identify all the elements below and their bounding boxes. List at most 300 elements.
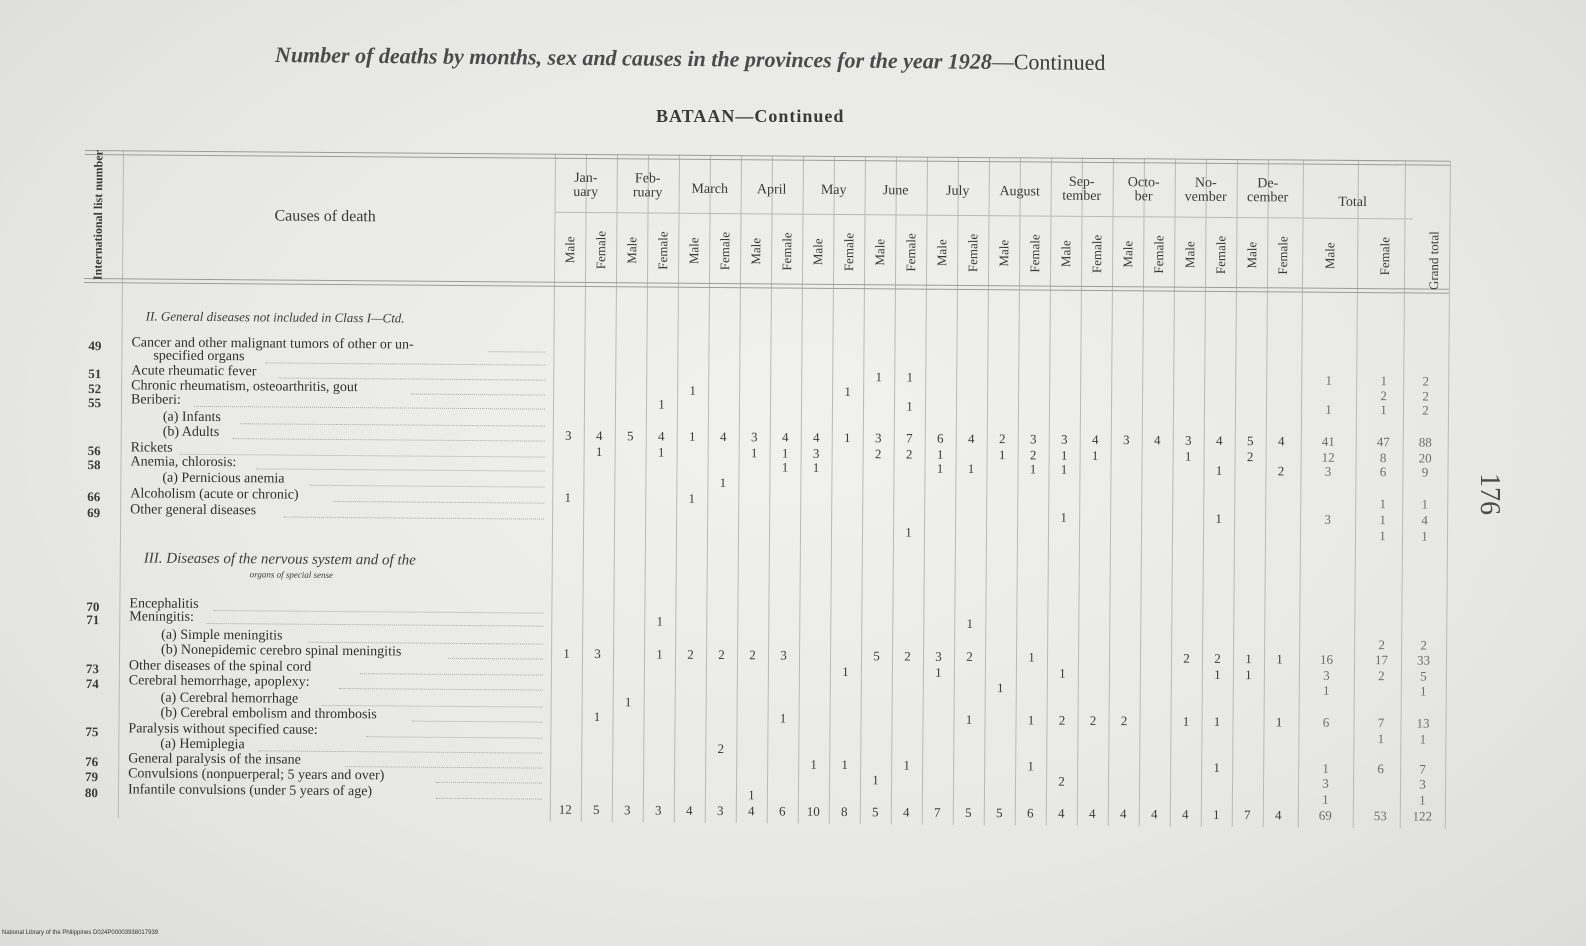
table-cell-value: 3 [564,427,572,443]
table-cell-value: 2 [1422,388,1429,404]
table-cell-value: 9 [1421,464,1429,480]
sex-header: Male [809,238,825,266]
cause-label: (a) Simple meningitis [161,627,283,644]
month-divider-rule [555,212,1413,220]
sex-header: Male [871,238,887,266]
table-cell-value: 1 [810,756,818,772]
table-cell-value: 5 [1420,668,1427,684]
table-cell-value: 13 [1416,715,1430,731]
header-intl-list-number: International list number [90,150,106,281]
table-cell-value: 1 [564,489,572,505]
table-cell-value: 2 [1378,668,1385,684]
dotted-leader [411,394,545,396]
table-cell-value: 1 [1419,792,1426,808]
intl-list-number: 75 [85,724,99,740]
table-cell-value: 53 [1373,808,1387,824]
table-cell-value: 3 [717,802,724,819]
cause-label: Acute rheumatic fever [131,363,257,380]
table-cell-value: 1 [1060,461,1068,477]
dotted-leader [309,485,544,488]
table-cell-value: 8 [841,803,848,820]
table-cell-value: 1 [657,444,665,460]
sex-header: Male [747,237,763,265]
cause-label: Rickets [130,440,173,456]
table-cell-value: 10 [806,803,820,819]
sex-header: Male [995,239,1011,267]
sex-header: Male [1181,241,1197,269]
table-cell-value: 1 [841,756,849,773]
table-cell-value: 5 [626,428,634,444]
intl-list-number: 51 [88,366,102,382]
table-cell-value: 12 [1321,449,1335,465]
table-cell-value: 1 [842,663,849,680]
dotted-leader [436,782,542,784]
table-cell-value: 1 [966,615,974,631]
table-cell-value: 1 [1027,712,1035,728]
sex-header: Male [1321,242,1337,270]
table-cell-value: 2 [966,648,973,664]
table-cell-value: 6 [1027,805,1034,821]
grid-vertical-line [1139,158,1145,826]
table-cell-value: 3 [1419,776,1426,792]
dotted-leader [436,798,542,800]
table-cell-value: 1 [779,710,787,726]
table-cell-value: 2 [904,648,911,664]
dotted-leader [448,658,543,660]
month-header: Sep- tember [1062,174,1102,204]
cause-label: Infantile convulsions (under 5 years of age) [127,782,373,800]
table-cell-value: 1 [1213,713,1221,729]
table-cell-value: 1 [905,524,912,540]
table-cell-value: 4 [1153,432,1161,448]
cause-label: (a) Pernicious anemia [162,470,285,487]
table-cell-value: 1 [1380,402,1387,418]
table-cell-value: 4 [1421,512,1428,528]
table-cell-value: 2 [1120,713,1128,729]
sex-header: Male [623,236,639,264]
intl-list-number: 71 [86,612,100,628]
table-cell-value: 5 [873,648,880,664]
cause-label: General paralysis of the insane [128,751,301,768]
table-cell-value: 2 [1378,637,1385,653]
table-cell-value: 12 [558,801,572,817]
grid-vertical-line [829,156,835,824]
table-cell-value: 88 [1418,434,1432,450]
cause-label: Paralysis without specified cause: [128,721,318,738]
table-cell-value: 1 [1325,401,1332,417]
table-cell-value: 1 [1213,806,1220,822]
table-cell-value: 6 [936,430,944,446]
intl-list-number: 79 [85,769,99,785]
cause-label: Encephalitis [129,596,199,612]
table-cell-value: 4 [748,803,755,819]
table-cell-value: 1 [1028,649,1035,665]
table-cell-value: 1 [624,694,632,710]
table-cell-value: 3 [1029,431,1037,447]
table-cell-value: 1 [781,459,789,475]
table-cell-value: 41 [1321,433,1335,449]
dotted-leader [413,721,543,723]
table-cell-value: 1 [843,429,851,446]
table-cell-value: 1 [812,459,820,475]
table-cell-value: 1 [936,446,944,462]
cause-label: Meningitis: [129,609,194,625]
table-cell-value: 1 [1060,447,1068,463]
intl-list-number: 49 [88,338,102,354]
table-cell-value: 4 [1058,805,1065,821]
table-cell-value: 16 [1319,651,1334,667]
table-cell-value: 1 [1245,651,1252,667]
table-cell-value: 1 [750,445,758,461]
month-header: Jan- uary [573,170,599,201]
cause-label: Other diseases of the spinal cord [128,658,312,675]
table-cell-value: 7 [1419,761,1426,777]
table-cell-value: 1 [1421,528,1428,544]
table-cell-value: 1 [906,398,913,414]
table-cell-value: 4 [1151,806,1158,822]
sex-header: Female [716,231,732,271]
table-cell-value: 1 [1419,731,1427,747]
dotted-leader [265,362,545,365]
table-cell-value: 4 [781,429,789,445]
table-cell-value: 1 [595,444,603,460]
table-cell-value: 1 [656,613,664,629]
header-total: Total [1338,194,1367,211]
sex-header: Female [592,230,608,270]
table-cell-value: 4 [1215,432,1223,448]
sex-header: Male [933,239,949,267]
sex-header: Male [1119,240,1135,268]
intl-list-number: 52 [88,381,102,397]
table-cell-value: 3 [874,430,882,446]
table-cell-value: 1 [1091,447,1099,463]
table-cell-value: 4 [719,428,727,445]
cause-label: specified organs [153,348,245,365]
table-cell-value: 1 [563,645,570,661]
sex-header: Female [778,232,794,271]
table-cell-value: 4 [903,804,910,820]
table-cell-value: 2 [687,646,694,662]
dotted-leader [256,468,544,471]
cause-label: Chronic rheumatism, osteoarthritis, gout [131,378,358,396]
scan-footer-credit: National Library of the Philippines D024P00003938017939 [2,930,159,936]
table-cell-value: 1 [844,383,851,400]
table-cell-value: 1 [1245,667,1252,683]
grid-vertical-line [1232,159,1238,827]
table-cell-value: 1 [1379,512,1386,528]
table-cell-value: 3 [1060,431,1068,447]
table-cell-value: 4 [967,430,975,446]
table-cell-value: 6 [1377,761,1384,777]
table-cell-value: 1 [1059,665,1066,681]
table-cell-value: 1 [1182,713,1190,729]
grid-vertical-line [1445,161,1451,829]
table-cell-value: 1 [996,680,1004,696]
table-cell-value: 4 [1275,807,1282,823]
table-cell-value: 2 [1214,650,1221,666]
table-cell-value: 6 [1379,464,1387,480]
grid-vertical-line [891,156,897,824]
table-cell-value: 1 [656,646,663,662]
grid-vertical-line [612,154,618,822]
month-header: April [756,182,787,198]
table-cell-value: 2 [874,446,882,462]
table-cell-value: 4 [1120,806,1127,822]
month-header: No- vember [1184,175,1227,205]
sex-header: Female [1150,235,1166,274]
table-cell-value: 2 [1058,712,1066,728]
cause-label: (a) Cerebral hemorrhage [160,690,299,707]
table-cell-value: 4 [595,428,603,444]
intl-list-number: 69 [87,505,101,521]
table-cell-value: 1 [1215,462,1223,478]
table-cell-value: 1 [1275,714,1283,730]
table-cell-value: 3 [594,646,601,662]
dotted-leader [240,423,545,426]
cause-label: Alcoholism (acute or chronic) [130,486,299,503]
table-cell-value: 1 [1322,791,1329,807]
table-cell-value: 1 [688,428,696,444]
table-cell-value: 2 [717,740,725,757]
table-cell-value: 1 [875,369,883,385]
cause-label: (b) Adults [162,424,220,441]
table-cell-value: 2 [1183,650,1190,666]
table-cell-value: 17 [1374,652,1389,668]
dotted-leader [366,736,542,738]
table-cell-value: 5 [872,804,879,820]
cause-label: (b) Nonepidemic cerebro spinal meningitis [161,642,402,660]
header-top-rule [85,150,1450,166]
cause-label: Other general diseases [130,502,257,519]
table-cell-value: 3 [750,429,758,445]
table-cell-value: 3 [1323,667,1330,683]
grid-vertical-line [922,157,928,825]
table-cell-value: 1 [935,664,942,680]
table-cell-value: 7 [1244,807,1251,823]
table-cell-value: 2 [749,647,756,663]
table-cell-value: 6 [779,803,786,819]
table-cell-value: 1 [1421,496,1429,512]
dotted-leader [339,688,543,691]
intl-list-number: 74 [85,676,99,692]
table-cell-value: 4 [657,428,665,444]
table-cell-value: 1 [967,460,975,476]
sex-header: Female [1376,237,1392,276]
sex-header: Female [1026,234,1042,273]
intl-list-number: 73 [85,661,99,677]
sex-header: Male [1243,241,1259,269]
sex-header: Male [1057,240,1073,268]
table-cell-value: 1 [1377,731,1385,747]
month-header: May [820,182,847,198]
month-header: June [882,183,909,199]
header-bottom-rule [84,278,1449,294]
table-cell-value: 1 [1325,372,1333,388]
table-cell-value: 3 [780,647,787,663]
table-cell-value: 1 [593,709,601,725]
sex-header: Female [902,233,918,272]
table-cell-value: 4 [1182,806,1189,822]
cause-label: Cerebral hemorrhage, apoplexy: [128,673,310,690]
grid-vertical-line [118,150,124,818]
grid-vertical-line [1400,160,1406,828]
grid-vertical-line [984,157,990,825]
grid-vertical-line [674,155,680,823]
intl-list-number: 66 [87,489,101,505]
table-cell-value: 3 [1184,432,1192,448]
table-cell-value: 1 [936,460,944,476]
page-number: 176 [1474,473,1505,515]
table-cell-value: 5 [1246,433,1254,449]
table-cell-value: 4 [812,429,820,445]
page-title [275,42,1275,78]
table-cell-value: 7 [934,804,941,820]
table-cell-value: 2 [1422,373,1430,389]
grid-vertical-line [550,154,556,822]
grid-vertical-line [1353,160,1359,828]
table-cell-value: 1 [658,396,665,412]
dotted-leader [488,351,545,352]
table-cell-value: 4 [1091,431,1099,447]
intl-list-number: 56 [87,443,101,459]
table-cell-value: 1 [1379,496,1387,512]
table-cell-value: 7 [905,430,913,446]
dotted-leader [333,501,544,504]
table-cell-value: 1 [1379,528,1386,544]
sex-header: Female [1212,235,1228,275]
table-cell-value: 3 [624,802,631,818]
table-cell-value: 5 [996,805,1003,821]
table-cell-value: 5 [965,804,972,820]
table-cell-value: 2 [1420,637,1427,653]
table-cell-value: 3 [1122,432,1130,448]
table-cell-value: 1 [1322,682,1330,698]
table-cell-value: 6 [1322,714,1330,730]
table-cell-value: 1 [1060,509,1067,525]
table-cell-value: 1 [781,445,789,461]
province-subtitle: BATAAN—Continued [656,106,845,126]
table-cell-value: 1 [1214,666,1221,682]
dotted-leader [233,438,545,441]
intl-list-number: 70 [86,599,100,615]
page-title-suffix: —Continued [991,48,1106,75]
cause-label: (a) Hemiplegia [160,736,245,753]
table-cell-value: 2 [1422,402,1429,418]
table-cell-value: 5 [593,802,600,818]
dotted-leader [213,610,543,614]
table-cell-value: 33 [1416,652,1431,668]
table-cell-value: 2 [1380,388,1387,404]
table-cell-value: 2 [1029,447,1037,463]
page-title-text: Number of deaths by months, sex and causes in the provinces for the year 1928 [274,42,992,74]
table-grid [85,150,1455,161]
table-cell-value: 1 [906,369,914,385]
table-cell-value: 4 [686,802,693,818]
cause-label: Convulsions (nonpuerperal; 5 years and over) [128,766,385,784]
table-cell-value: 1 [1027,758,1035,774]
table-cell-value: 3 [935,648,942,664]
dotted-leader [194,406,545,410]
cause-label: Anemia, chlorosis: [130,454,237,471]
table-cell-value: 2 [905,446,913,462]
grid-vertical-line [798,156,804,824]
month-header: Feb- ruary [632,171,663,201]
header-grand-total: Grand total [1425,231,1442,291]
mortality-table [80,150,1455,851]
cause-label: Cancer and other malignant tumors of other or un- [131,335,414,353]
table-cell-value: 1 [1322,760,1329,776]
section-heading-nervous-system: III. Diseases of the nervous system and of the [143,550,416,569]
table-cell-value: 7 [1377,715,1385,731]
table-cell-value: 1 [689,382,696,398]
table-cell-value: 1 [965,711,973,727]
intl-list-number: 76 [85,754,99,770]
table-cell-value: 4 [1089,805,1096,821]
sex-header: Female [840,232,856,272]
grid-vertical-line [643,154,649,822]
table-cell-value: 1 [1215,510,1222,526]
section-subheading-special-sense: organs of special sense [249,569,334,580]
table-cell-value: 3 [655,802,662,818]
table-cell-value: 1 [903,757,911,773]
table-cell-value: 1 [1380,373,1388,389]
table-cell-value: 1 [1213,759,1220,775]
header-causes-of-death: Causes of death [274,207,376,226]
sex-header: Female [654,231,670,270]
table-cell-value: 1 [998,447,1006,463]
cause-label: (b) Cerebral embolism and thrombosis [160,705,377,723]
table-cell-value: 1 [872,772,879,788]
table-cell-value: 2 [718,646,725,663]
table-cell-value: 2 [1089,712,1097,728]
table-cell-value: 69 [1318,807,1332,823]
table-cell-value: 3 [812,445,820,461]
intl-list-number: 58 [87,457,101,473]
dotted-leader [206,623,543,627]
sex-header: Male [561,236,577,264]
grid-vertical-line [1298,160,1304,828]
dotted-leader [284,517,544,520]
table-cell-value: 3 [1324,511,1331,527]
sex-header: Female [1088,234,1104,274]
month-header: Octo- ber [1127,175,1160,205]
table-cell-value: 3 [1322,775,1329,791]
month-header: August [999,184,1040,200]
month-header: July [945,183,970,199]
table-cell-value: 2 [1277,463,1285,479]
table-cell-value: 2 [998,431,1006,447]
table-cell-value: 1 [1184,448,1192,464]
month-header: De- cember [1246,176,1289,206]
table-cell-value: 3 [1324,463,1332,479]
table-cell-value: 1 [688,490,696,506]
month-header: March [691,181,729,198]
intl-list-number: 55 [87,395,102,411]
sex-header: Male [685,237,701,265]
table-cell-value: 4 [1277,433,1285,449]
table-cell-value: 2 [1246,449,1254,465]
cause-label: (a) Infants [162,409,221,426]
table-cell-value: 1 [1419,683,1427,699]
dotted-leader [360,673,543,675]
intl-list-number: 80 [84,785,99,801]
table-cell-value: 1 [748,787,755,803]
table-cell-value: 20 [1418,450,1432,466]
table-cell-value: 122 [1412,808,1433,824]
grid-vertical-line [860,156,866,824]
sex-header: Female [1274,236,1290,275]
table-cell-value: 1 [1029,461,1037,477]
